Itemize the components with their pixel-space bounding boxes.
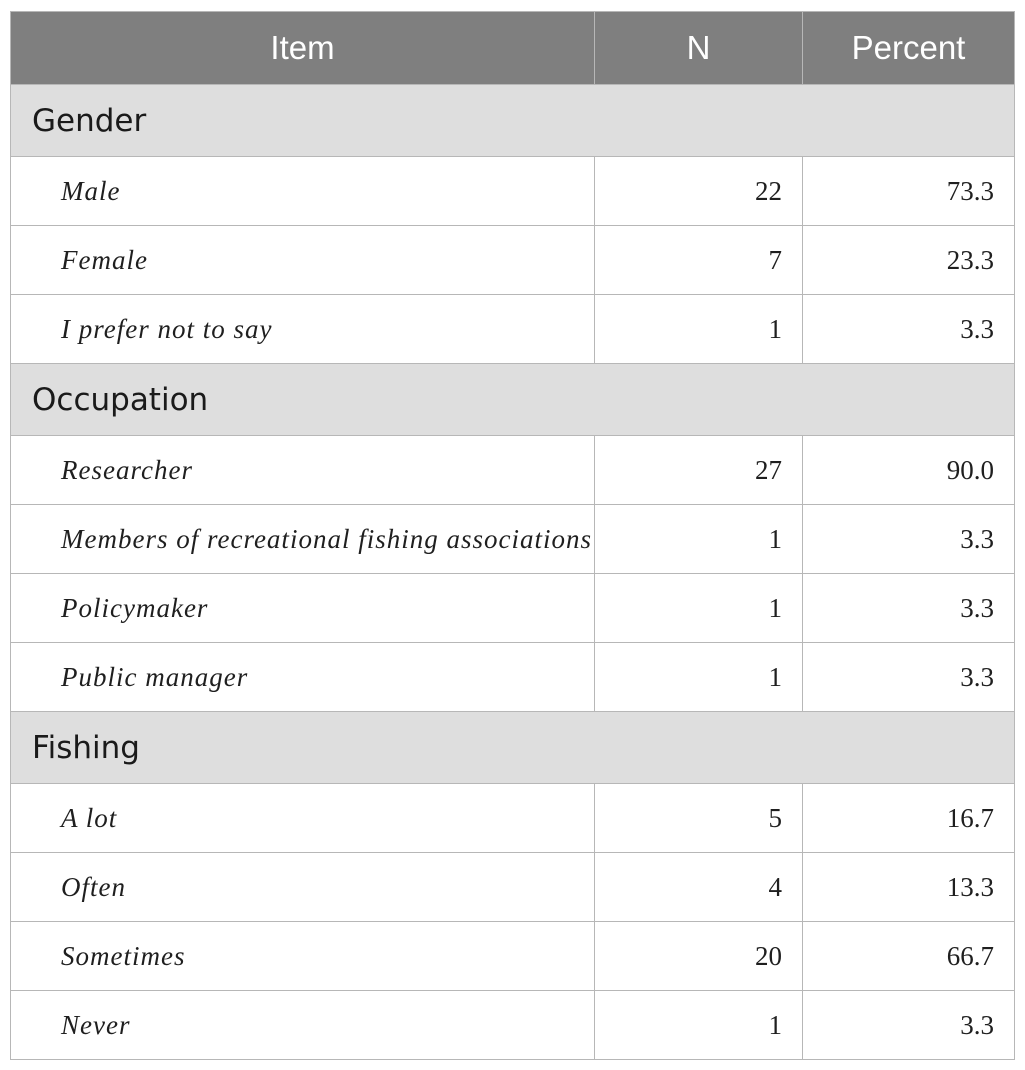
row-label: Members of recreational fishing associations — [11, 505, 595, 574]
table-row — [11, 505, 1015, 574]
section-title: Fishing — [11, 712, 1015, 784]
table-row — [11, 643, 1015, 712]
header-row — [11, 12, 1015, 85]
row-label: Never — [11, 991, 595, 1060]
row-label: Often — [11, 853, 595, 922]
row-n: 1 — [595, 643, 803, 712]
row-label: A lot — [11, 784, 595, 853]
table-row — [11, 922, 1015, 991]
table-row — [11, 436, 1015, 505]
row-n: 4 — [595, 853, 803, 922]
row-percent: 3.3 — [803, 574, 1015, 643]
row-n: 22 — [595, 157, 803, 226]
row-n: 1 — [595, 295, 803, 364]
header-percent: Percent — [803, 12, 1015, 85]
row-percent: 73.3 — [803, 157, 1015, 226]
row-percent: 23.3 — [803, 226, 1015, 295]
table-row — [11, 853, 1015, 922]
row-percent: 3.3 — [803, 643, 1015, 712]
table-row — [11, 991, 1015, 1060]
row-label: Public manager — [11, 643, 595, 712]
row-percent: 3.3 — [803, 295, 1015, 364]
row-n: 1 — [595, 574, 803, 643]
table-row — [11, 784, 1015, 853]
section-row-occupation — [11, 364, 1015, 436]
row-percent: 3.3 — [803, 505, 1015, 574]
row-percent: 3.3 — [803, 991, 1015, 1060]
row-label: Female — [11, 226, 595, 295]
row-label: I prefer not to say — [11, 295, 595, 364]
row-label: Sometimes — [11, 922, 595, 991]
row-label: Policymaker — [11, 574, 595, 643]
row-n: 20 — [595, 922, 803, 991]
section-title: Gender — [11, 85, 1015, 157]
row-n: 27 — [595, 436, 803, 505]
data-table — [10, 11, 1015, 1060]
row-label: Researcher — [11, 436, 595, 505]
row-percent: 66.7 — [803, 922, 1015, 991]
table-row — [11, 157, 1015, 226]
row-n: 1 — [595, 505, 803, 574]
row-percent: 13.3 — [803, 853, 1015, 922]
row-label: Male — [11, 157, 595, 226]
row-n: 7 — [595, 226, 803, 295]
table-header — [11, 12, 1015, 85]
header-n: N — [595, 12, 803, 85]
table-body — [11, 85, 1015, 1060]
section-row-gender — [11, 85, 1015, 157]
row-n: 1 — [595, 991, 803, 1060]
row-n: 5 — [595, 784, 803, 853]
table-row — [11, 295, 1015, 364]
header-item: Item — [11, 12, 595, 85]
section-title: Occupation — [11, 364, 1015, 436]
row-percent: 16.7 — [803, 784, 1015, 853]
table-row — [11, 226, 1015, 295]
section-row-fishing — [11, 712, 1015, 784]
row-percent: 90.0 — [803, 436, 1015, 505]
table-row — [11, 574, 1015, 643]
